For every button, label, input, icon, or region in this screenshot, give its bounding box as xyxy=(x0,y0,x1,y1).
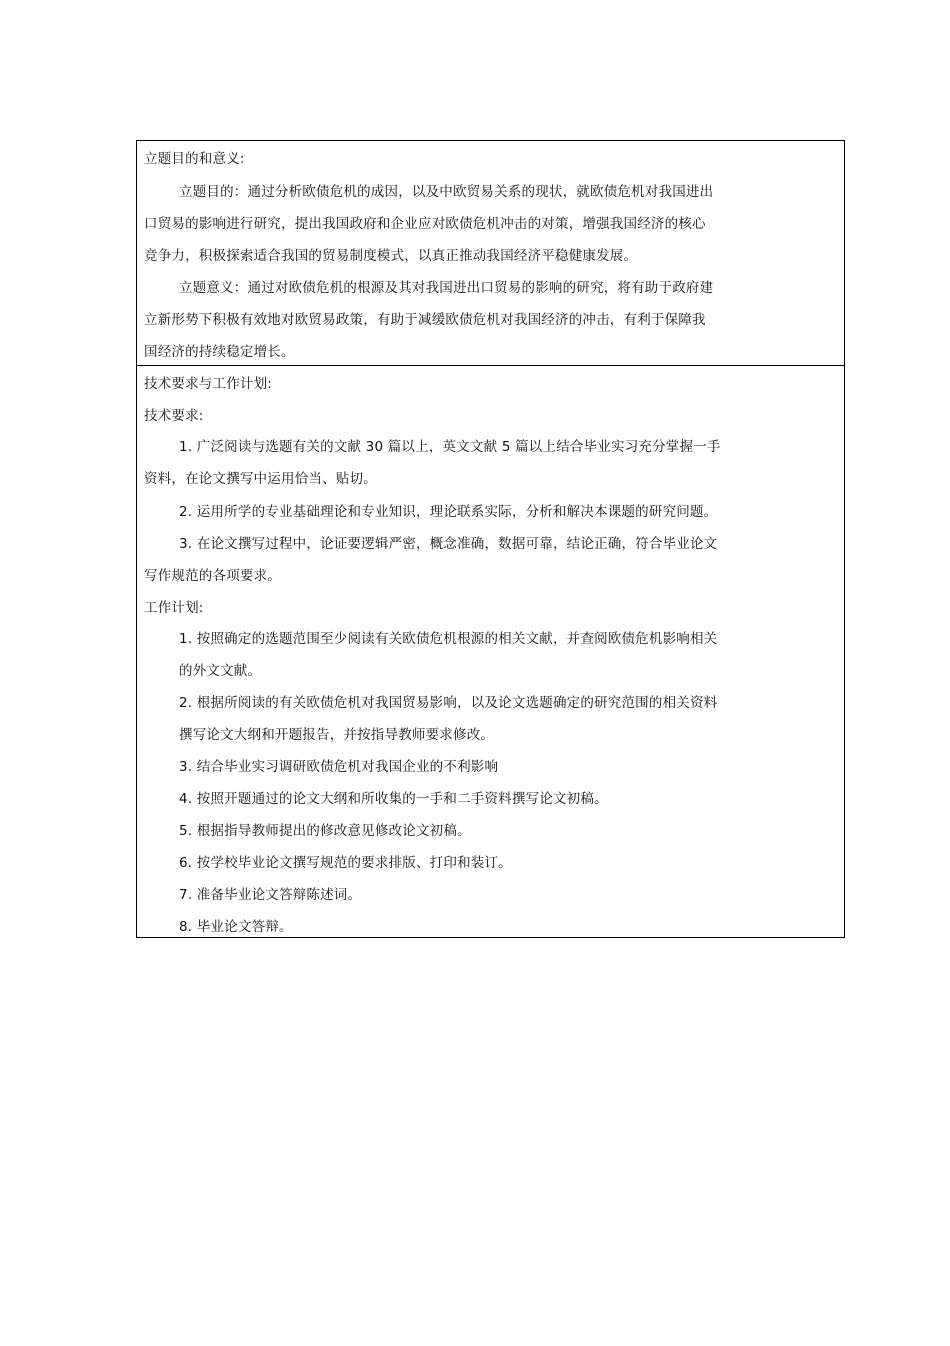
work-heading: 工作计划: xyxy=(144,600,204,616)
work-item: 1. 按照确定的选题范围至少阅读有关欧债危机根源的相关文献，并查阅欧债危机影响相关 xyxy=(179,631,718,647)
purpose-line: 立题目的：通过分析欧债危机的成因，以及中欧贸易关系的现状，就欧债危机对我国进出 xyxy=(179,184,714,200)
plan-cell xyxy=(137,366,844,937)
significance-line: 立题意义：通过对欧债危机的根源及其对我国进出口贸易的影响的研究，将有助于政府建 xyxy=(179,280,714,296)
tech-item: 3. 在论文撰写过程中，论证要逻辑严密，概念准确，数据可靠，结论正确，符合毕业论文 xyxy=(179,536,718,552)
tech-item-cont: 资料，在论文撰写中运用恰当、贴切。 xyxy=(144,471,377,487)
work-item-cont: 撰写论文大纲和开题报告，并按指导教师要求修改。 xyxy=(179,727,495,743)
significance-line: 国经济的持续稳定增长。 xyxy=(144,344,295,360)
significance-line: 立新形势下积极有效地对欧贸易政策，有助于减缓欧债危机对我国经济的冲击，有利于保障我 xyxy=(144,312,706,328)
work-item: 4. 按照开题通过的论文大纲和所收集的一手和二手资料撰写论文初稿。 xyxy=(179,791,608,807)
tech-item: 2. 运用所学的专业基础理论和专业知识，理论联系实际，分析和解决本课题的研究问题。 xyxy=(179,504,718,520)
purpose-line: 口贸易的影响进行研究，提出我国政府和企业应对欧债危机冲击的对策，增强我国经济的核心 xyxy=(144,216,706,232)
proposal-form-table xyxy=(136,140,845,938)
purpose-line: 竞争力，积极探索适合我国的贸易制度模式，以真正推动我国经济平稳健康发展。 xyxy=(144,248,638,264)
work-item: 6. 按学校毕业论文撰写规范的要求排版、打印和装订。 xyxy=(179,855,512,871)
work-item: 5. 根据指导教师提出的修改意见修改论文初稿。 xyxy=(179,823,471,839)
purpose-cell xyxy=(137,141,844,366)
work-item: 2. 根据所阅读的有关欧债危机对我国贸易影响，以及论文选题确定的研究范围的相关资料 xyxy=(179,695,718,711)
work-item: 7. 准备毕业论文答辩陈述词。 xyxy=(179,887,362,903)
work-item: 3. 结合毕业实习调研欧债危机对我国企业的不利影响 xyxy=(179,759,499,775)
work-item: 8. 毕业论文答辩。 xyxy=(179,919,293,935)
tech-item-cont: 写作规范的各项要求。 xyxy=(144,568,281,584)
plan-heading: 技术要求与工作计划: xyxy=(144,376,273,392)
purpose-heading: 立题目的和意义: xyxy=(144,151,245,167)
work-item-cont: 的外文文献。 xyxy=(179,663,262,679)
tech-item: 1. 广泛阅读与选题有关的文献 30 篇以上，英文文献 5 篇以上结合毕业实习充分掌握一手 xyxy=(179,439,721,455)
tech-heading: 技术要求: xyxy=(144,408,204,424)
